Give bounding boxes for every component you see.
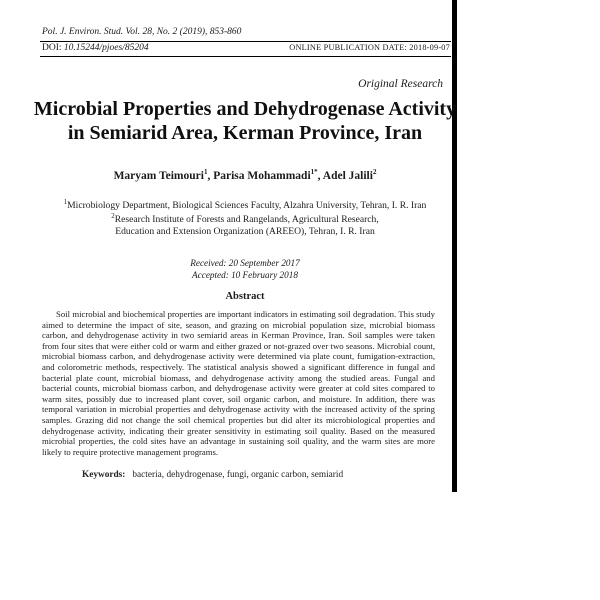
received-date: Received: 20 September 2017 [190, 258, 300, 268]
affiliation-text: Research Institute of Forests and Rangelands, Agricultural Research, [114, 214, 379, 226]
affiliation-line [30, 211, 460, 225]
abstract-text: Soil microbial and biochemical properties are important indicators in estimating soil degradation. This study aimed to determine the impact of site, season, and grazing on microbial population size, microbial biomass carbon, and dehydrogenase activity in two semiarid areas in Kerman Province, Iran. Soil samples were taken from four sites that were either cold or warm and either grazed or not-grazed over two seasons. Microbial count, microbial biomass carbon, and dehydrogenase activity were determined via plate count, fumigation-extraction, and colorometric methods, respectively. The statistical analysis showed a significant difference in fungal and bacterial plate count, microbial biomass, and dehydrogenase activity among the studied areas. Fungal and bacterial counts, microbial biomass carbon, and dehydrogenase activity were greater at cold sites compared to warm sites, possibly due to increased plant cover, soil organic carbon, and moisture. In addition, there was temporal variation in microbial properties and dehydrogenase activity with the increased activity of the spring samples. Grazing did not change the soil chemical properties but did alter its microbiological properties and dehydrogenase activity, indicating their greater sensitivity in estimating soil quality. Based on the measured microbial properties, the cold sites have an advantage in sustaining soil quality, and the warm sites are more likely to require protective management programs. [42, 309, 435, 457]
paper-title-line2: in Semiarid Area, Kerman Province, Iran [67, 122, 423, 144]
author-name: Adel Jalili [322, 169, 373, 182]
author-name: Parisa Mohammadi [213, 169, 311, 182]
abstract-heading: Abstract [225, 291, 265, 302]
keywords-line [82, 470, 343, 480]
affiliation-list [30, 197, 460, 237]
doi-label: DOI: [42, 43, 62, 53]
affiliation-marker: 1 [63, 198, 68, 206]
doi-row [42, 43, 450, 53]
affiliation-text: Education and Extension Organization (AREEO), Tehran, I. R. Iran [115, 225, 375, 237]
online-publication-date: ONLINE PUBLICATION DATE: 2018-09-07 [289, 43, 450, 52]
journal-citation: Pol. J. Environ. Stud. Vol. 28, No. 2 (2019), 853-860 [42, 27, 242, 37]
affiliation-marker: 2 [111, 212, 115, 221]
author [323, 170, 377, 182]
author-affil-marker: 1* [310, 168, 318, 176]
author-affil-marker: 2 [372, 168, 377, 176]
doi-value: 10.15244/pjoes/85204 [63, 43, 149, 53]
accepted-date: Accepted: 10 February 2018 [192, 269, 298, 280]
header-rule-top [40, 41, 451, 42]
paper-title-line1: Microbial Properties and Dehydrogenase Activity [33, 98, 457, 120]
article-type-label: Original Research [358, 78, 443, 90]
author [114, 170, 214, 182]
author-name: Maryam Teimouri [113, 169, 204, 182]
affiliation-line [30, 226, 460, 237]
submission-dates [30, 258, 460, 281]
header-rule-bottom [40, 56, 451, 57]
keywords-label: Keywords: [82, 470, 126, 480]
paper-title [30, 97, 460, 145]
keywords-text: bacteria, dehydrogenase, fungi, organic carbon, semiarid [132, 470, 344, 480]
page-edge-scan-bar [452, 0, 457, 492]
affiliation-line [30, 197, 460, 211]
doi [42, 43, 149, 53]
author [213, 170, 323, 182]
author-separator: , [207, 169, 214, 182]
author-affil-marker: 1 [203, 168, 208, 176]
author-separator: , [317, 169, 323, 182]
author-list [30, 168, 460, 182]
affiliation-text: Microbiology Department, Biological Sciences Faculty, Alzahra University, Tehran, I. R. Iran [67, 200, 427, 212]
